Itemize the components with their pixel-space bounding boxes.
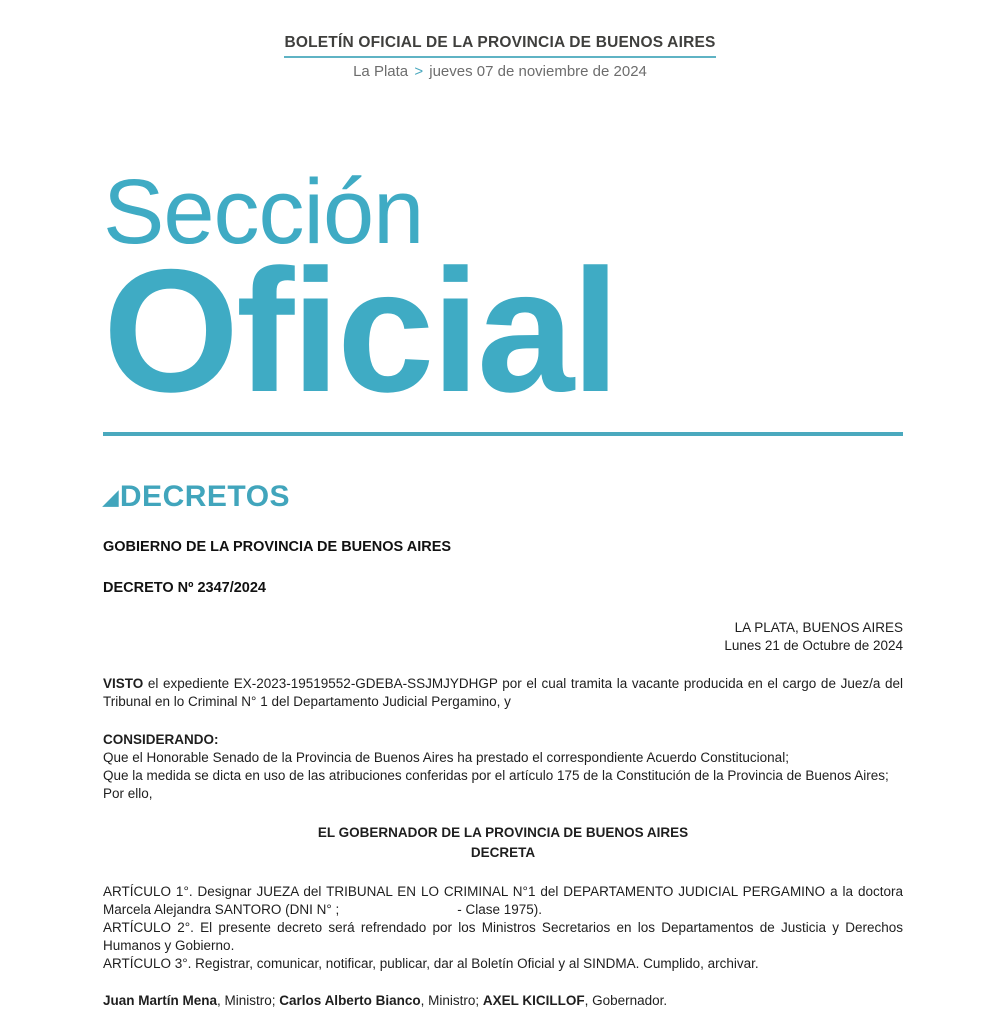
article-1 [103, 883, 903, 919]
signer-role-2: , Ministro; [420, 993, 483, 1008]
masthead-word-seccion: Sección [103, 161, 424, 263]
triangle-icon: ◢ [103, 487, 119, 509]
signer-name-1: Juan Martín Mena [103, 993, 218, 1008]
decreta-heading-line1: EL GOBERNADOR DE LA PROVINCIA DE BUENOS AIRES [317, 825, 689, 840]
decree-number: DECRETO Nº 2347/2024 [103, 580, 266, 596]
articles-block [103, 883, 903, 973]
bulletin-title: BOLETÍN OFICIAL DE LA PROVINCIA DE BUENOS AIRES [284, 34, 715, 58]
section-title-label: DECRETOS [119, 480, 291, 513]
considerando-label: CONSIDERANDO: [103, 732, 219, 747]
considerando-item-2: Que la medida se dicta en uso de las atribuciones conferidas por el artículo 175 de la Constitución de la Provincia de Buenos Aires; [103, 768, 889, 783]
decreta-heading [103, 823, 903, 863]
decree-issuer: GOBIERNO DE LA PROVINCIA DE BUENOS AIRES [103, 539, 452, 555]
section-masthead [103, 161, 903, 436]
bulletin-subtitle [0, 63, 1000, 80]
article-1-text-end: - Clase 1975). [457, 902, 543, 917]
bulletin-place: La Plata [353, 63, 409, 80]
article-2: ARTÍCULO 2°. El presente decreto será refrendado por los Ministros Secretarios en los Departamentos de Justicia y Derechos Humanos y Gobierno. [103, 920, 903, 953]
signer-name-2: Carlos Alberto Bianco [279, 993, 421, 1008]
decree-date-line: Lunes 21 de Octubre de 2024 [724, 638, 903, 653]
considerando-item-1: Que el Honorable Senado de la Provincia de Buenos Aires ha prestado el correspondiente Acuerdo Constitucional; [103, 750, 789, 765]
visto-label: VISTO [103, 676, 144, 691]
document-body [0, 161, 1000, 1010]
article-3: ARTÍCULO 3°. Registrar, comunicar, notificar, publicar, dar al Boletín Oficial y al SINDMA. Cumplido, archivar. [103, 956, 759, 971]
page-header [0, 0, 1000, 80]
section-title-decretos [103, 480, 903, 514]
signature-line [103, 992, 903, 1010]
bulletin-date: jueves 07 de noviembre de 2024 [429, 63, 647, 80]
signer-role-1: , Ministro; [217, 993, 280, 1008]
visto-paragraph [103, 675, 903, 711]
chevron-right-icon: > [414, 63, 424, 80]
decree-place-line: LA PLATA, BUENOS AIRES [734, 620, 903, 635]
article-1-text: ARTÍCULO 1°. Designar JUEZA del TRIBUNAL EN LO CRIMINAL N°1 del DEPARTAMENTO JUDICIAL PERGAMINO a la doctora Marcela Alejandra SANTORO (DNI N° ; [103, 884, 903, 917]
decree-place-date [103, 619, 903, 655]
signer-name-3: AXEL KICILLOF [482, 993, 585, 1008]
visto-text: el expediente EX-2023-19519552-GDEBA-SSJMJYDHGP por el cual tramita la vacante producida en el cargo de Juez/a del Tribunal en lo Criminal N° 1 del Departamento Judicial Pergamino, y [103, 676, 903, 709]
signer-role-3: , Gobernador. [584, 993, 668, 1008]
decreta-heading-line2: DECRETA [470, 845, 536, 860]
masthead-word-oficial: Oficial [103, 234, 617, 429]
masthead-rule [103, 432, 903, 436]
por-ello-line: Por ello, [103, 786, 153, 801]
